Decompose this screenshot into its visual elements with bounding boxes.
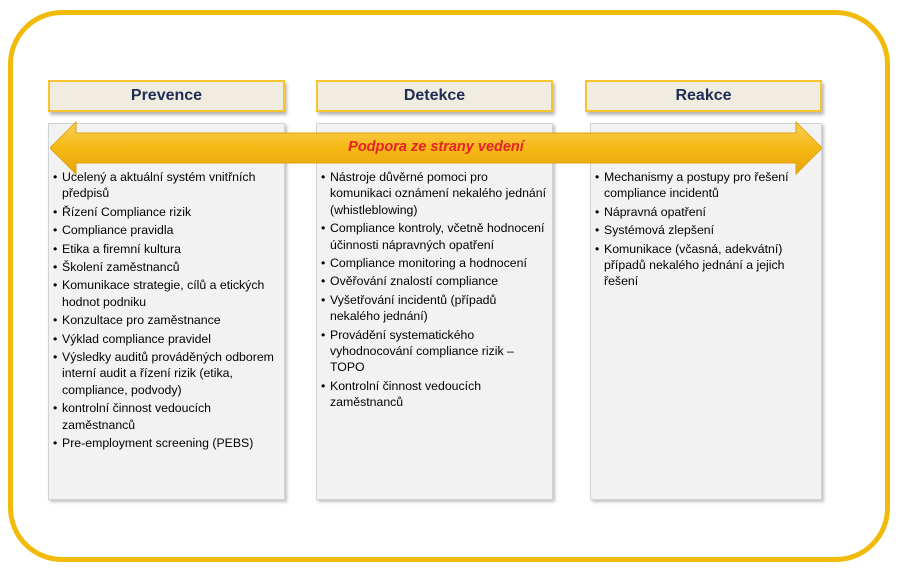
bullet: •	[321, 274, 326, 289]
list-item	[53, 241, 280, 257]
bullet: •	[321, 378, 326, 393]
list-item	[321, 327, 548, 376]
bullet: •	[53, 223, 58, 238]
list-item-text: Compliance pravidla	[62, 223, 174, 238]
detekce-list	[321, 169, 548, 413]
bullet: •	[53, 331, 58, 346]
list-item-text: Mechanismy a postupy pro řešení compliance incidentů	[604, 170, 789, 201]
list-item	[321, 255, 548, 271]
list-item	[595, 204, 817, 220]
list-item	[321, 292, 548, 325]
arrow-label: Podpora ze strany vedení	[348, 139, 524, 155]
bullet: •	[321, 170, 326, 184]
list-item-text: Provádění systematického vyhodnocování compliance rizik – TOPO	[330, 327, 514, 375]
bullet: •	[595, 170, 600, 184]
list-item-text: kontrolní činnost vedoucích zaměstnanců	[62, 401, 212, 432]
bullet: •	[595, 223, 600, 238]
list-item-text: Compliance kontroly, včetně hodnocení účinnosti nápravných opatření	[330, 221, 545, 252]
list-item	[53, 204, 280, 220]
header-detekce-label: Detekce	[403, 87, 466, 104]
list-item-text: Řízení Compliance rizik	[62, 204, 192, 219]
list-item	[321, 169, 548, 218]
list-item-text: Kontrolní činnost vedoucích zaměstnanců	[330, 378, 482, 410]
list-item-text: Nápravná opatření	[604, 204, 706, 219]
list-item-text: Ověřování znalostí compliance	[330, 274, 499, 289]
list-item	[53, 400, 280, 433]
list-item	[321, 220, 548, 253]
list-item	[321, 273, 548, 289]
list-item	[595, 222, 817, 238]
list-item	[53, 349, 280, 398]
bullet: •	[53, 401, 58, 416]
list-item-text: Komunikace strategie, cílů a etických hodnot podniku	[62, 278, 265, 309]
bullet: •	[53, 313, 58, 328]
bullet: •	[53, 204, 58, 219]
list-item-text: Výsledky auditů prováděných odborem interní audit a řízení rizik (etika, compliance, podvody)	[62, 350, 274, 397]
column-reakce	[590, 123, 822, 500]
prevence-list	[53, 169, 280, 454]
list-item	[53, 222, 280, 238]
bullet: •	[53, 170, 58, 184]
list-item	[53, 331, 280, 347]
list-item	[53, 259, 280, 275]
bullet: •	[595, 241, 600, 256]
bullet: •	[53, 278, 58, 293]
bullet: •	[321, 221, 326, 236]
list-item-text: Školení zaměstnanců	[62, 260, 180, 275]
list-item-text: Compliance monitoring a hodnocení	[330, 256, 527, 271]
column-detekce	[316, 123, 553, 500]
bullet: •	[53, 350, 58, 365]
list-item-text: Komunikace (včasná, adekvátní) případů nekalého jednání a jejich řešení	[604, 241, 785, 289]
header-reakce	[585, 80, 822, 112]
list-item	[53, 277, 280, 310]
list-item-text: Nástroje důvěrné pomoci pro komunikaci oznámení nekalého jednání (whistleblowing)	[330, 170, 547, 217]
bullet: •	[53, 436, 58, 451]
list-item	[321, 378, 548, 411]
header-prevence	[48, 80, 285, 112]
bullet: •	[53, 260, 58, 275]
bullet: •	[321, 327, 326, 342]
list-item	[595, 241, 817, 290]
list-item-text: Pre-employment screening (PEBS)	[62, 436, 254, 451]
list-item-text: Ucelený a aktuální systém vnitřních předpisů	[62, 170, 256, 201]
header-reakce-label: Reakce	[675, 87, 732, 104]
list-item	[53, 312, 280, 328]
bullet: •	[53, 241, 58, 256]
bullet: •	[595, 204, 600, 219]
list-item-text: Systémová zlepšení	[604, 223, 715, 238]
bullet: •	[321, 292, 326, 307]
bullet: •	[321, 256, 326, 271]
list-item-text: Vyšetřování incidentů (případů nekalého jednání)	[330, 292, 497, 324]
list-item	[53, 435, 280, 451]
header-prevence-label: Prevence	[130, 87, 203, 104]
reakce-list	[595, 169, 817, 292]
list-item-text: Konzultace pro zaměstnance	[62, 313, 221, 328]
column-prevence	[48, 123, 285, 500]
list-item-text: Etika a firemní kultura	[62, 241, 181, 256]
list-item-text: Výklad compliance pravidel	[62, 331, 212, 346]
header-detekce	[316, 80, 553, 112]
